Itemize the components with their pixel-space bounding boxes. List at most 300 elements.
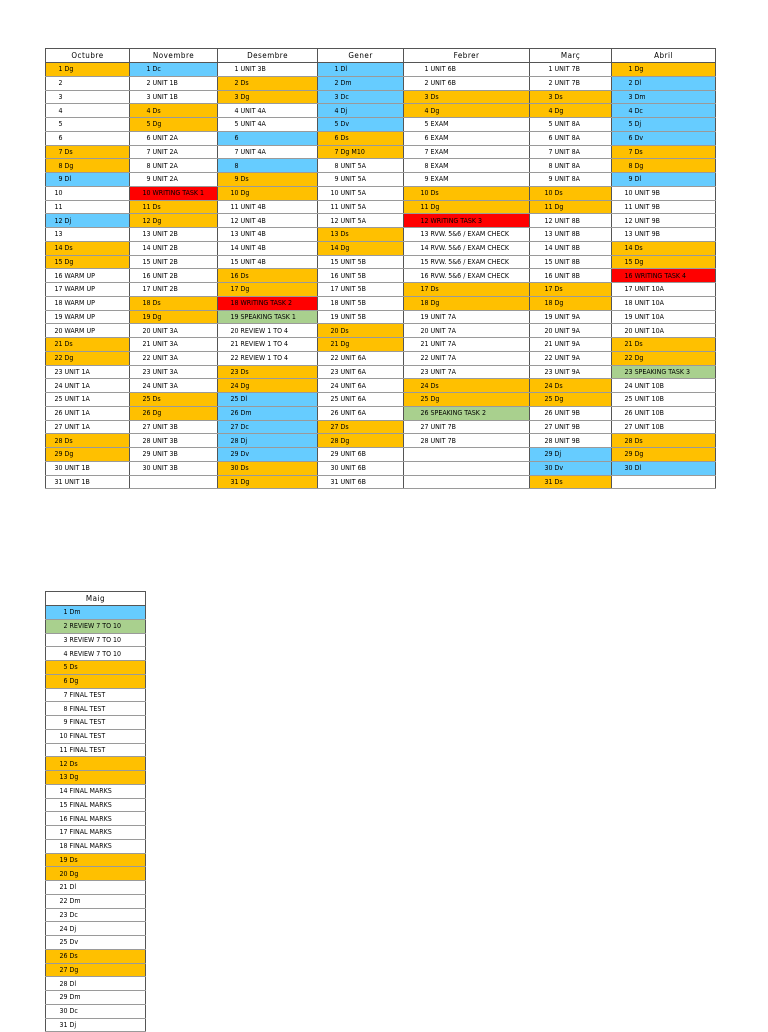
day-number-desembre: 1	[218, 63, 240, 77]
day-number-novembre: 22	[130, 351, 152, 365]
day-number-marc: 14	[530, 241, 554, 255]
month-header-gener: Gener	[318, 49, 404, 63]
day-number-desembre: 23	[218, 365, 240, 379]
table-row	[46, 991, 146, 1005]
day-number-desembre: 18	[218, 296, 240, 310]
day-number-marc: 13	[530, 228, 554, 242]
day-entry-octubre: Dg	[64, 159, 130, 173]
day-number-marc: 29	[530, 448, 554, 462]
table-row	[46, 853, 146, 867]
day-number-octubre: 6	[46, 131, 64, 145]
table-row	[46, 338, 716, 352]
day-number-febrer: 11	[404, 200, 430, 214]
table-row	[46, 159, 716, 173]
day-entry-febrer	[430, 461, 530, 475]
table-row	[46, 186, 716, 200]
table-row	[46, 1004, 146, 1018]
day-entry-novembre: UNIT 2B	[152, 283, 218, 297]
day-entry-gener: Dg M10	[340, 145, 404, 159]
day-number-desembre: 28	[218, 434, 240, 448]
day-number-marc: 4	[530, 104, 554, 118]
day-number-abril: 21	[612, 338, 634, 352]
day-number-octubre: 12	[46, 214, 64, 228]
day-number-octubre: 15	[46, 255, 64, 269]
day-number-novembre: 1	[130, 63, 152, 77]
day-entry-gener: UNIT 6A	[340, 365, 404, 379]
day-entry-maig: FINAL TEST	[69, 729, 146, 743]
day-entry-febrer: EXAM	[430, 118, 530, 132]
day-number-octubre: 28	[46, 434, 64, 448]
day-entry-novembre: UNIT 3A	[152, 324, 218, 338]
day-entry-desembre: Dg	[240, 475, 318, 489]
table-row	[46, 661, 146, 675]
day-number-gener: 1	[318, 63, 340, 77]
table-row	[46, 757, 146, 771]
day-number-febrer: 24	[404, 379, 430, 393]
day-entry-desembre: UNIT 4B	[240, 214, 318, 228]
day-entry-octubre: Dg	[64, 255, 130, 269]
day-entry-octubre: Dl	[64, 173, 130, 187]
table-row	[46, 406, 716, 420]
day-number-marc: 22	[530, 351, 554, 365]
day-entry-novembre: UNIT 3B	[152, 448, 218, 462]
day-entry-novembre: Ds	[152, 296, 218, 310]
day-entry-febrer: Dg	[430, 104, 530, 118]
day-entry-gener: UNIT 5B	[340, 296, 404, 310]
day-entry-octubre	[64, 104, 130, 118]
day-entry-marc: UNIT 9B	[554, 420, 612, 434]
day-number-gener: 6	[318, 131, 340, 145]
day-entry-desembre: UNIT 4A	[240, 145, 318, 159]
day-number-novembre: 7	[130, 145, 152, 159]
day-entry-gener: UNIT 5B	[340, 310, 404, 324]
day-number-maig: 4	[46, 647, 69, 661]
day-number-abril: 11	[612, 200, 634, 214]
day-entry-gener: Dl	[340, 63, 404, 77]
day-number-octubre: 8	[46, 159, 64, 173]
day-number-abril: 8	[612, 159, 634, 173]
day-entry-novembre: Dg	[152, 118, 218, 132]
day-number-abril: 7	[612, 145, 634, 159]
day-entry-gener: Dg	[340, 241, 404, 255]
table-row	[46, 145, 716, 159]
day-entry-febrer: UNIT 7A	[430, 324, 530, 338]
day-number-febrer: 17	[404, 283, 430, 297]
day-entry-octubre: Dj	[64, 214, 130, 228]
day-entry-marc: UNIT 9A	[554, 365, 612, 379]
table-row	[46, 839, 146, 853]
day-number-febrer: 14	[404, 241, 430, 255]
day-entry-maig: Dm	[69, 606, 146, 620]
day-entry-desembre: Ds	[240, 461, 318, 475]
day-number-gener: 21	[318, 338, 340, 352]
day-entry-febrer: UNIT 6B	[430, 76, 530, 90]
day-number-marc: 19	[530, 310, 554, 324]
day-number-desembre: 7	[218, 145, 240, 159]
day-entry-abril: UNIT 10A	[634, 283, 716, 297]
day-number-febrer: 8	[404, 159, 430, 173]
day-number-novembre: 21	[130, 338, 152, 352]
day-number-abril: 13	[612, 228, 634, 242]
day-entry-maig: Ds	[69, 853, 146, 867]
table-row	[46, 255, 716, 269]
day-entry-marc: UNIT 8A	[554, 159, 612, 173]
day-number-desembre: 2	[218, 76, 240, 90]
table-row	[46, 784, 146, 798]
day-entry-abril: Dg	[634, 351, 716, 365]
day-entry-marc: UNIT 9A	[554, 351, 612, 365]
day-number-octubre: 9	[46, 173, 64, 187]
day-number-febrer: 18	[404, 296, 430, 310]
day-entry-desembre: Ds	[240, 76, 318, 90]
day-entry-desembre: UNIT 4B	[240, 255, 318, 269]
day-entry-desembre: UNIT 4B	[240, 228, 318, 242]
day-number-novembre: 10	[130, 186, 152, 200]
day-number-marc: 12	[530, 214, 554, 228]
day-number-maig: 6	[46, 674, 69, 688]
day-number-maig: 31	[46, 1018, 69, 1032]
day-number-febrer: 13	[404, 228, 430, 242]
day-entry-maig: Dc	[69, 908, 146, 922]
day-entry-abril: UNIT 10A	[634, 324, 716, 338]
day-number-octubre: 1	[46, 63, 64, 77]
day-entry-novembre: UNIT 2A	[152, 159, 218, 173]
day-entry-novembre: Dg	[152, 406, 218, 420]
day-number-novembre: 14	[130, 241, 152, 255]
day-entry-octubre: Dg	[64, 448, 130, 462]
table-row	[46, 674, 146, 688]
day-entry-maig: Dm	[69, 894, 146, 908]
table-row	[46, 702, 146, 716]
day-entry-gener: Dm	[340, 76, 404, 90]
day-entry-abril: Dl	[634, 76, 716, 90]
day-entry-octubre: WARM UP	[64, 296, 130, 310]
day-entry-febrer: RVW. 5&6 / EXAM CHECK	[430, 269, 530, 283]
day-number-marc: 28	[530, 434, 554, 448]
day-number-desembre: 9	[218, 173, 240, 187]
day-number-marc: 31	[530, 475, 554, 489]
day-number-desembre: 25	[218, 393, 240, 407]
day-number-maig: 16	[46, 812, 69, 826]
day-number-abril: 22	[612, 351, 634, 365]
day-number-marc: 25	[530, 393, 554, 407]
day-number-febrer: 4	[404, 104, 430, 118]
day-entry-maig: Dg	[69, 771, 146, 785]
day-number-desembre: 8	[218, 159, 240, 173]
day-entry-novembre: UNIT 2A	[152, 145, 218, 159]
table-row	[46, 729, 146, 743]
day-entry-abril: Dv	[634, 131, 716, 145]
day-entry-febrer: Ds	[430, 90, 530, 104]
day-entry-marc: Ds	[554, 475, 612, 489]
table-row	[46, 173, 716, 187]
day-entry-octubre: Dg	[64, 63, 130, 77]
day-number-novembre	[130, 475, 152, 489]
day-entry-desembre: Dg	[240, 379, 318, 393]
table-row	[46, 716, 146, 730]
day-number-abril: 4	[612, 104, 634, 118]
day-number-maig: 19	[46, 853, 69, 867]
day-entry-desembre: SPEAKING TASK 1	[240, 310, 318, 324]
day-entry-desembre: UNIT 4B	[240, 241, 318, 255]
day-number-octubre: 27	[46, 420, 64, 434]
day-entry-abril: UNIT 9B	[634, 186, 716, 200]
day-number-novembre: 24	[130, 379, 152, 393]
day-entry-marc: Ds	[554, 186, 612, 200]
day-number-novembre: 4	[130, 104, 152, 118]
day-entry-gener: UNIT 5B	[340, 269, 404, 283]
day-number-gener: 20	[318, 324, 340, 338]
day-entry-octubre: WARM UP	[64, 283, 130, 297]
day-number-abril: 18	[612, 296, 634, 310]
day-entry-desembre: Dj	[240, 434, 318, 448]
day-number-desembre: 12	[218, 214, 240, 228]
day-number-octubre: 26	[46, 406, 64, 420]
day-number-novembre: 26	[130, 406, 152, 420]
day-entry-novembre: UNIT 2B	[152, 228, 218, 242]
day-entry-abril: UNIT 10A	[634, 296, 716, 310]
table-row	[46, 812, 146, 826]
day-number-maig: 11	[46, 743, 69, 757]
day-number-gener: 8	[318, 159, 340, 173]
day-number-desembre: 22	[218, 351, 240, 365]
day-number-novembre: 28	[130, 434, 152, 448]
day-entry-febrer: RVW. 5&6 / EXAM CHECK	[430, 241, 530, 255]
day-number-novembre: 19	[130, 310, 152, 324]
table-row	[46, 310, 716, 324]
day-number-marc: 10	[530, 186, 554, 200]
day-entry-desembre	[240, 159, 318, 173]
day-entry-gener: UNIT 6A	[340, 406, 404, 420]
day-number-maig: 7	[46, 688, 69, 702]
day-entry-gener: Dc	[340, 90, 404, 104]
day-number-maig: 10	[46, 729, 69, 743]
day-number-febrer: 28	[404, 434, 430, 448]
day-number-desembre: 15	[218, 255, 240, 269]
table-row	[46, 434, 716, 448]
table-row	[46, 881, 146, 895]
day-number-gener: 5	[318, 118, 340, 132]
day-entry-novembre: UNIT 3A	[152, 338, 218, 352]
day-number-abril: 10	[612, 186, 634, 200]
table-row	[46, 351, 716, 365]
day-number-octubre: 13	[46, 228, 64, 242]
day-number-maig: 9	[46, 716, 69, 730]
day-number-novembre: 13	[130, 228, 152, 242]
day-number-marc: 3	[530, 90, 554, 104]
day-number-marc: 6	[530, 131, 554, 145]
day-number-gener: 18	[318, 296, 340, 310]
day-entry-desembre: UNIT 4B	[240, 200, 318, 214]
day-entry-maig: Dg	[69, 963, 146, 977]
table-row	[46, 647, 146, 661]
day-number-octubre: 14	[46, 241, 64, 255]
table-row	[46, 393, 716, 407]
day-number-octubre: 20	[46, 324, 64, 338]
day-number-febrer: 16	[404, 269, 430, 283]
day-entry-novembre: UNIT 2B	[152, 241, 218, 255]
day-entry-maig: FINAL MARKS	[69, 826, 146, 840]
day-number-maig: 12	[46, 757, 69, 771]
day-entry-novembre: UNIT 2B	[152, 255, 218, 269]
day-entry-maig: Dj	[69, 1018, 146, 1032]
day-entry-novembre: UNIT 2A	[152, 173, 218, 187]
day-number-maig: 23	[46, 908, 69, 922]
day-entry-gener: Dj	[340, 104, 404, 118]
day-entry-febrer	[430, 475, 530, 489]
day-number-desembre: 30	[218, 461, 240, 475]
day-number-febrer: 3	[404, 90, 430, 104]
table-row	[46, 936, 146, 950]
month-header-febrer: Febrer	[404, 49, 530, 63]
table-row	[46, 379, 716, 393]
day-number-abril: 3	[612, 90, 634, 104]
day-number-maig: 5	[46, 661, 69, 675]
day-entry-marc: UNIT 8B	[554, 228, 612, 242]
day-entry-maig: Dv	[69, 936, 146, 950]
day-number-octubre: 4	[46, 104, 64, 118]
day-entry-gener: UNIT 6A	[340, 379, 404, 393]
day-entry-gener: UNIT 6B	[340, 448, 404, 462]
day-entry-abril: Dc	[634, 104, 716, 118]
day-entry-gener: Dg	[340, 434, 404, 448]
month-header-novembre: Novembre	[130, 49, 218, 63]
day-entry-desembre: UNIT 3B	[240, 63, 318, 77]
table-row	[46, 1018, 146, 1032]
day-number-novembre: 27	[130, 420, 152, 434]
day-entry-febrer: UNIT 7B	[430, 420, 530, 434]
day-number-maig: 29	[46, 991, 69, 1005]
day-entry-novembre: WRITING TASK 1	[152, 186, 218, 200]
day-entry-abril: SPEAKING TASK 3	[634, 365, 716, 379]
day-number-marc: 1	[530, 63, 554, 77]
day-entry-octubre: Ds	[64, 145, 130, 159]
day-number-abril: 15	[612, 255, 634, 269]
day-number-abril	[612, 475, 634, 489]
table-row	[46, 475, 716, 489]
day-entry-maig: Dc	[69, 1004, 146, 1018]
day-entry-abril: UNIT 10A	[634, 310, 716, 324]
day-entry-febrer: Dg	[430, 296, 530, 310]
day-number-desembre: 21	[218, 338, 240, 352]
day-number-octubre: 2	[46, 76, 64, 90]
day-entry-gener: Ds	[340, 228, 404, 242]
day-entry-novembre: UNIT 2B	[152, 269, 218, 283]
day-entry-desembre: Dc	[240, 420, 318, 434]
day-number-gener: 9	[318, 173, 340, 187]
day-entry-gener: UNIT 5A	[340, 186, 404, 200]
day-number-gener: 15	[318, 255, 340, 269]
day-number-maig: 17	[46, 826, 69, 840]
day-number-marc: 15	[530, 255, 554, 269]
day-number-novembre: 5	[130, 118, 152, 132]
day-number-abril: 12	[612, 214, 634, 228]
table-row	[46, 606, 146, 620]
day-entry-marc: Dg	[554, 296, 612, 310]
day-number-octubre: 30	[46, 461, 64, 475]
day-number-desembre: 16	[218, 269, 240, 283]
day-entry-maig: Dm	[69, 991, 146, 1005]
day-entry-abril: UNIT 9B	[634, 228, 716, 242]
month-header-marc: Març	[530, 49, 612, 63]
day-entry-novembre: UNIT 3B	[152, 420, 218, 434]
day-entry-gener: Dg	[340, 338, 404, 352]
day-entry-gener: UNIT 5A	[340, 159, 404, 173]
day-entry-desembre: Dg	[240, 90, 318, 104]
day-entry-novembre: UNIT 3A	[152, 351, 218, 365]
table-row	[46, 324, 716, 338]
day-number-gener: 11	[318, 200, 340, 214]
day-number-abril: 17	[612, 283, 634, 297]
day-entry-maig: FINAL TEST	[69, 702, 146, 716]
table-row	[46, 214, 716, 228]
day-number-gener: 7	[318, 145, 340, 159]
day-entry-marc: UNIT 8B	[554, 269, 612, 283]
day-number-abril: 1	[612, 63, 634, 77]
day-number-marc: 24	[530, 379, 554, 393]
day-entry-octubre	[64, 76, 130, 90]
day-entry-marc: Dg	[554, 393, 612, 407]
day-number-febrer	[404, 475, 430, 489]
day-entry-febrer: Ds	[430, 379, 530, 393]
day-number-octubre: 5	[46, 118, 64, 132]
day-entry-febrer: Ds	[430, 186, 530, 200]
day-entry-octubre: UNIT 1B	[64, 475, 130, 489]
day-entry-marc: UNIT 9B	[554, 434, 612, 448]
day-entry-desembre: WRITING TASK 2	[240, 296, 318, 310]
day-number-octubre: 21	[46, 338, 64, 352]
day-number-marc: 21	[530, 338, 554, 352]
table-row	[46, 798, 146, 812]
day-entry-desembre: REVIEW 1 TO 4	[240, 324, 318, 338]
day-number-maig: 21	[46, 881, 69, 895]
day-number-febrer: 20	[404, 324, 430, 338]
day-number-novembre: 12	[130, 214, 152, 228]
day-entry-febrer: WRITING TASK 3	[430, 214, 530, 228]
day-number-abril: 29	[612, 448, 634, 462]
day-number-marc: 18	[530, 296, 554, 310]
month-header-desembre: Desembre	[218, 49, 318, 63]
day-number-maig: 8	[46, 702, 69, 716]
day-number-novembre: 15	[130, 255, 152, 269]
day-entry-marc: UNIT 9A	[554, 310, 612, 324]
day-number-abril: 24	[612, 379, 634, 393]
day-entry-octubre: UNIT 1A	[64, 379, 130, 393]
day-number-febrer: 26	[404, 406, 430, 420]
day-entry-maig: FINAL MARKS	[69, 839, 146, 853]
table-row	[46, 241, 716, 255]
day-number-marc: 9	[530, 173, 554, 187]
day-number-maig: 14	[46, 784, 69, 798]
day-number-octubre: 29	[46, 448, 64, 462]
day-entry-febrer: RVW. 5&6 / EXAM CHECK	[430, 255, 530, 269]
day-number-marc: 26	[530, 406, 554, 420]
table-row	[46, 867, 146, 881]
table-row	[46, 894, 146, 908]
day-number-desembre: 4	[218, 104, 240, 118]
day-entry-abril: Ds	[634, 145, 716, 159]
day-number-octubre: 25	[46, 393, 64, 407]
day-number-novembre: 29	[130, 448, 152, 462]
day-number-desembre: 17	[218, 283, 240, 297]
day-entry-febrer: EXAM	[430, 159, 530, 173]
day-number-desembre: 26	[218, 406, 240, 420]
day-number-desembre: 13	[218, 228, 240, 242]
day-entry-abril: Dg	[634, 159, 716, 173]
day-number-gener: 30	[318, 461, 340, 475]
day-number-octubre: 11	[46, 200, 64, 214]
day-entry-marc: UNIT 9B	[554, 406, 612, 420]
